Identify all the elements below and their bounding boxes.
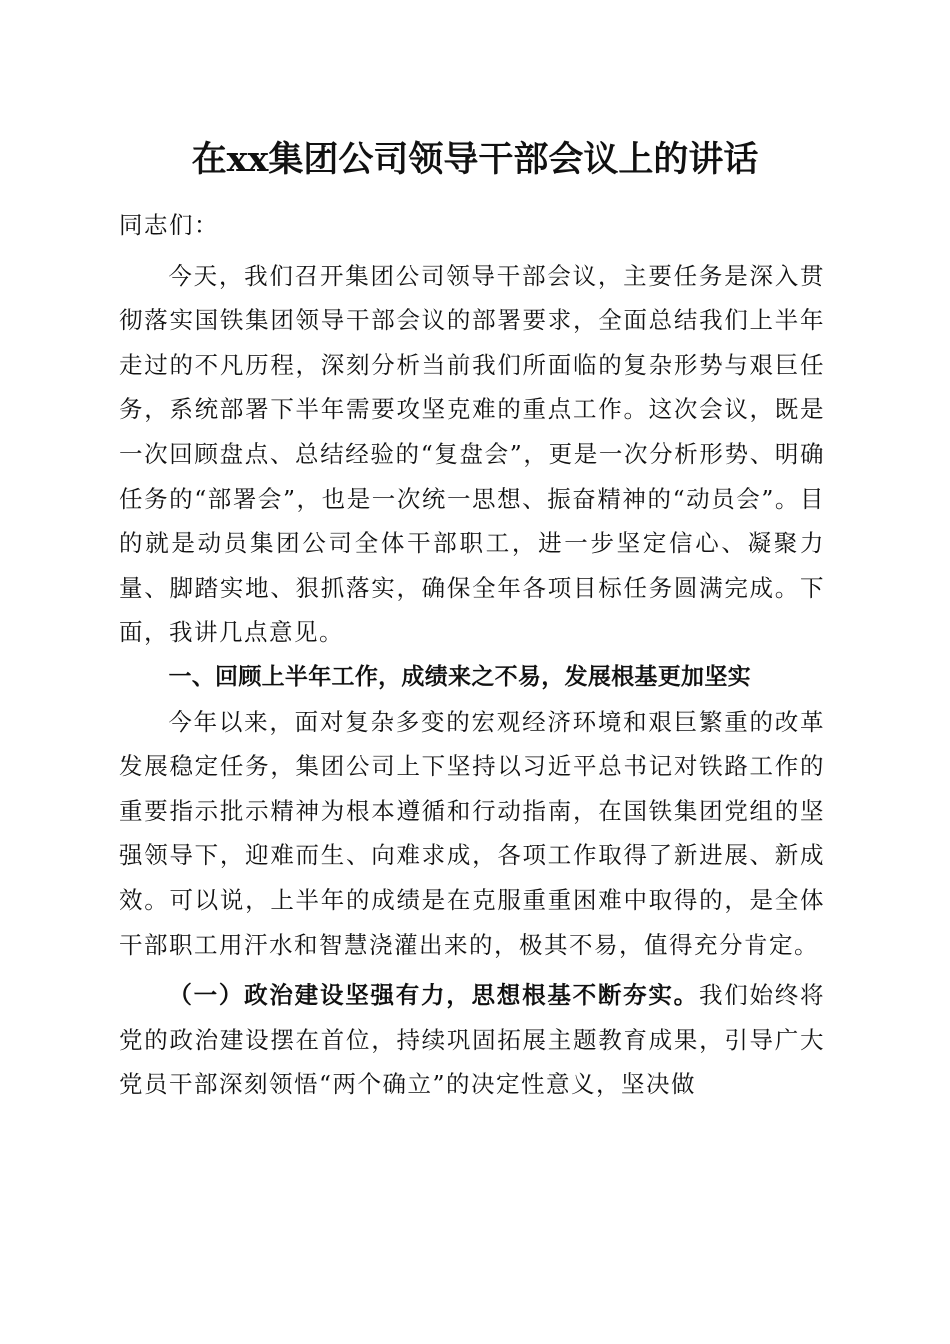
salutation: 同志们： (119, 211, 219, 239)
document-title: 在xx集团公司领导干部会议上的讲话 (191, 139, 759, 180)
section-1-paragraph: 今年以来，面对复杂多变的宏观经济环境和艰巨繁重的改革发展稳定任务，集团公司上下坚持以习近平总书记对铁路工作的重要指示批示精神为根本遵循和行动指南，在国铁集团党组的坚强领导下，迎难而生、向难求成，各项工作取得了新进展、新成效。可以说，上半年的成绩是在克服重重困难中取得的，是全体干部职工用汗水和智慧浇灌出来的，极其不易，值得充分肯定。 (119, 707, 825, 959)
document-body (119, 203, 825, 1107)
section-heading-1: 一、回顾上半年工作，成绩来之不易，发展根基更加坚实 (168, 663, 751, 690)
intro-paragraph: 今天，我们召开集团公司领导干部会议，主要任务是深入贯彻落实国铁集团领导干部会议的部署要求，全面总结我们上半年走过的不凡历程，深刻分析当前我们所面临的复杂形势与艰巨任务，系统部署下半年需要攻坚克难的重点工作。这次会议，既是一次回顾盘点、总结经验的“复盘会”，更是一次分析形势、明确任务的“部署会”，也是一次统一思想、振奋精神的“动员会”。目的就是动员集团公司全体干部职工，进一步坚定信心、凝聚力量、脚踏实地、狠抓落实，确保全年各项目标任务圆满完成。下面，我讲几点意见。 (119, 261, 825, 647)
subsection-1-body: 我们始终将党的政治建设摆在首位，持续巩固拓展主题教育成果，引导广大党员干部深刻领悟“两个确立”的决定性意义，坚决做 (119, 981, 826, 1099)
subsection-heading-1: （一）政治建设坚强有力，思想根基不断夯实。 (168, 981, 699, 1010)
subsection-1-paragraph (119, 973, 825, 1107)
